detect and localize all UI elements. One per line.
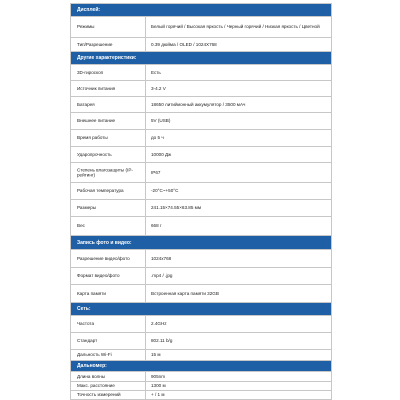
spec-row-external-power	[70, 113, 332, 130]
section-header-network	[70, 303, 332, 316]
column-divider	[145, 250, 146, 267]
column-divider	[145, 372, 146, 381]
column-divider	[145, 130, 146, 146]
column-divider	[145, 163, 146, 182]
section-title: Дисплей:	[77, 7, 101, 13]
spec-label: Дальность Wi-Fi	[77, 352, 112, 358]
section-title: Запись фото и видео:	[77, 239, 132, 246]
spec-row-weight	[70, 217, 332, 236]
spec-value: Встроенная карта памяти 32GB	[151, 290, 219, 296]
section-title: Сеть:	[77, 306, 91, 312]
column-divider	[145, 17, 146, 37]
section-header-other	[70, 52, 332, 65]
section-title: Дальномер:	[77, 363, 107, 369]
column-divider	[145, 113, 146, 129]
spec-table	[70, 0, 332, 400]
spec-label: Длина волны	[77, 373, 106, 379]
spec-label: Макс. расстояние	[77, 383, 115, 389]
spec-value: 15 м	[151, 352, 161, 358]
column-divider	[145, 268, 146, 284]
spec-value: Белый горячий / Высокая яркость / Черный горячий / Низкая яркость / Цветной	[151, 24, 320, 30]
spec-value: 905nm	[151, 373, 166, 379]
spec-row-type-resolution	[70, 38, 332, 52]
spec-row-max-distance	[70, 382, 332, 391]
spec-row-memory-card	[70, 285, 332, 303]
spec-row-dimensions	[70, 200, 332, 217]
section-header-rangefinder	[70, 361, 332, 372]
spec-label: Рабочая температура	[77, 188, 124, 194]
spec-row-frequency	[70, 316, 332, 333]
column-divider	[145, 333, 146, 349]
spec-value: .mp4 / .jpg	[151, 273, 173, 279]
spec-label: Режимы	[77, 24, 95, 30]
section-title: Другие характеристики:	[77, 55, 137, 61]
spec-row-resolution	[70, 250, 332, 268]
spec-label: Время работы	[77, 135, 108, 141]
spec-value: 18650 литийионный аккумулятор / 3500 мАч	[151, 101, 246, 107]
spec-value: 802.11 b/g	[151, 338, 173, 344]
spec-value: до 5 ч	[151, 135, 164, 141]
spec-row-battery	[70, 97, 332, 113]
spec-value: -20°C~+50°C	[151, 188, 179, 194]
spec-label: Формат видео/фото	[77, 273, 120, 279]
spec-row-accuracy	[70, 391, 332, 400]
spec-value: 10000 Дж	[151, 151, 172, 157]
column-divider	[145, 65, 146, 80]
column-divider	[145, 97, 146, 112]
spec-value: + / 1 м	[151, 392, 165, 398]
column-divider	[145, 200, 146, 216]
spec-value: 668 г	[151, 223, 162, 229]
spec-value: Есть	[151, 69, 161, 75]
column-divider	[145, 285, 146, 302]
spec-value: 1024x768	[151, 255, 172, 261]
spec-label: Степень влагозащиты (IP-рейтинг)	[77, 166, 133, 178]
spec-row-run-time	[70, 130, 332, 147]
spec-value: IP67	[151, 169, 161, 175]
spec-row-wifi-range	[70, 350, 332, 361]
column-divider	[145, 147, 146, 162]
spec-row-modes	[70, 17, 332, 38]
spec-label: Стандарт	[77, 338, 98, 344]
column-divider	[145, 350, 146, 360]
spec-value: 1300 м	[151, 383, 166, 389]
column-divider	[145, 217, 146, 235]
spec-label: Размеры	[77, 205, 97, 211]
column-divider	[145, 316, 146, 332]
spec-label: Батарея	[77, 101, 95, 107]
spec-label: Тип/Разрешение	[77, 41, 113, 47]
spec-label: Внешнее питание	[77, 118, 116, 124]
section-header-recording	[70, 236, 332, 250]
spec-value: 3-4.2 V	[151, 85, 166, 91]
spec-row-gyroscope	[70, 65, 332, 81]
column-divider	[145, 391, 146, 399]
spec-label: Карта памяти	[77, 290, 106, 296]
column-divider	[145, 38, 146, 51]
spec-label: Ударопрочность	[77, 151, 112, 157]
spec-row-power-source	[70, 81, 332, 97]
spec-row-standard	[70, 333, 332, 350]
spec-label: Источник питания	[77, 85, 116, 91]
spec-label: Точность измерений	[77, 392, 121, 398]
column-divider	[145, 81, 146, 96]
spec-value: 241.15×74.55×63.85 мм	[151, 205, 201, 211]
spec-row-shock-resistance	[70, 147, 332, 163]
spec-row-operating-temperature	[70, 183, 332, 200]
spec-value: 5V (USB)	[151, 118, 171, 124]
spec-row-format	[70, 268, 332, 285]
section-header-display	[70, 3, 332, 17]
spec-row-wavelength	[70, 372, 332, 382]
spec-row-ip-rating	[70, 163, 332, 183]
spec-label: Вес	[77, 223, 85, 229]
column-divider	[145, 183, 146, 199]
spec-label: Частота	[77, 321, 95, 327]
spec-label: 3D-гироскоп	[77, 69, 104, 75]
spec-value: 2.4GHz	[151, 321, 167, 327]
spec-label: Разрешение видео/фото	[77, 255, 130, 261]
column-divider	[145, 382, 146, 390]
spec-value: 0.39 дюйма / OLED / 1024X768	[151, 41, 217, 47]
